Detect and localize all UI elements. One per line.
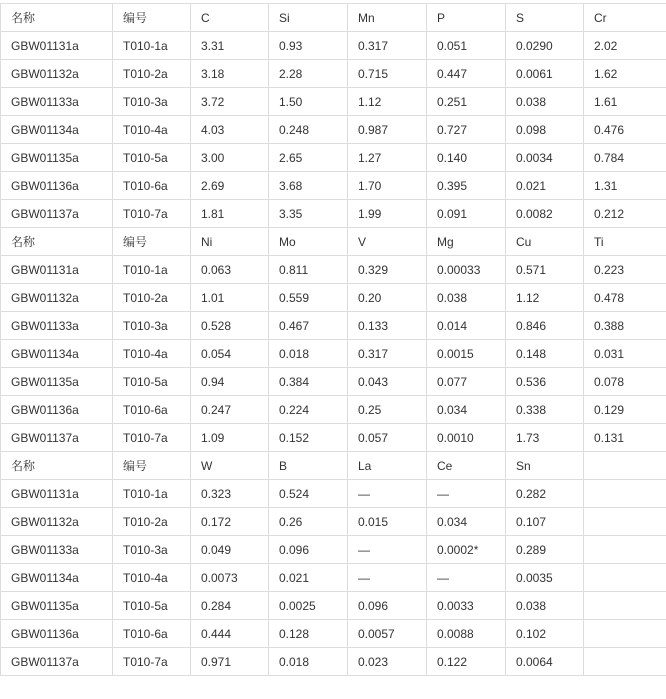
value-cell: 0.049 xyxy=(191,536,269,564)
value-cell: 0.247 xyxy=(191,396,269,424)
value-cell: 0.0088 xyxy=(427,620,506,648)
value-cell: 0.034 xyxy=(427,508,506,536)
table-row xyxy=(1,396,666,424)
sample-code-cell: T010-5a xyxy=(113,144,191,172)
value-cell: 3.18 xyxy=(191,60,269,88)
value-cell: 0.078 xyxy=(584,368,666,396)
value-cell: 0.096 xyxy=(269,536,348,564)
value-cell: 0.0015 xyxy=(427,340,506,368)
value-cell: 3.68 xyxy=(269,172,348,200)
header-cell: B xyxy=(269,452,348,480)
sample-code-cell: T010-4a xyxy=(113,564,191,592)
value-cell: 0.018 xyxy=(269,648,348,676)
value-cell: 3.72 xyxy=(191,88,269,116)
sample-name-cell: GBW01132a xyxy=(1,60,113,88)
value-cell: 0.212 xyxy=(584,200,666,228)
value-cell: 0.018 xyxy=(269,340,348,368)
value-cell: 0.94 xyxy=(191,368,269,396)
sample-code-cell: T010-4a xyxy=(113,340,191,368)
value-cell: 1.31 xyxy=(584,172,666,200)
value-cell: 1.12 xyxy=(348,88,427,116)
value-cell: 0.727 xyxy=(427,116,506,144)
table-row xyxy=(1,172,666,200)
value-cell: 2.28 xyxy=(269,60,348,88)
value-cell: 0.467 xyxy=(269,312,348,340)
value-cell: 0.0061 xyxy=(506,60,584,88)
sample-name-cell: GBW01135a xyxy=(1,592,113,620)
sample-code-cell: T010-6a xyxy=(113,620,191,648)
value-cell: — xyxy=(427,480,506,508)
value-cell: 1.61 xyxy=(584,88,666,116)
header-cell: S xyxy=(506,4,584,32)
sample-code-cell: T010-1a xyxy=(113,256,191,284)
value-cell: 0.284 xyxy=(191,592,269,620)
header-cell: Mn xyxy=(348,4,427,32)
sample-code-cell: T010-3a xyxy=(113,88,191,116)
value-cell: 0.096 xyxy=(348,592,427,620)
sample-code-cell: T010-7a xyxy=(113,648,191,676)
header-cell: 编号 xyxy=(113,452,191,480)
value-cell: 0.971 xyxy=(191,648,269,676)
value-cell: — xyxy=(348,564,427,592)
sample-name-cell: GBW01135a xyxy=(1,368,113,396)
table-row xyxy=(1,564,666,592)
value-cell: 2.65 xyxy=(269,144,348,172)
value-cell: 0.476 xyxy=(584,116,666,144)
value-cell: 0.0057 xyxy=(348,620,427,648)
value-cell: 0.559 xyxy=(269,284,348,312)
value-cell: 0.0034 xyxy=(506,144,584,172)
value-cell: 0.133 xyxy=(348,312,427,340)
sample-name-cell: GBW01137a xyxy=(1,648,113,676)
header-cell: Ce xyxy=(427,452,506,480)
value-cell: 0.395 xyxy=(427,172,506,200)
value-cell: — xyxy=(427,564,506,592)
sample-code-cell: T010-7a xyxy=(113,200,191,228)
value-cell: 0.098 xyxy=(506,116,584,144)
sample-name-cell: GBW01134a xyxy=(1,340,113,368)
value-cell xyxy=(584,564,666,592)
value-cell: — xyxy=(348,536,427,564)
sample-code-cell: T010-2a xyxy=(113,284,191,312)
value-cell: 0.063 xyxy=(191,256,269,284)
header-cell: Cr xyxy=(584,4,666,32)
sample-code-cell: T010-6a xyxy=(113,172,191,200)
table-row xyxy=(1,284,666,312)
value-cell: 0.077 xyxy=(427,368,506,396)
value-cell xyxy=(584,648,666,676)
value-cell: 0.329 xyxy=(348,256,427,284)
value-cell: 0.107 xyxy=(506,508,584,536)
value-cell: 0.282 xyxy=(506,480,584,508)
table-row xyxy=(1,340,666,368)
header-cell: Mo xyxy=(269,228,348,256)
value-cell: 0.317 xyxy=(348,340,427,368)
sample-name-cell: GBW01135a xyxy=(1,144,113,172)
table-row xyxy=(1,256,666,284)
value-cell: 1.27 xyxy=(348,144,427,172)
value-cell: 0.043 xyxy=(348,368,427,396)
value-cell: 1.50 xyxy=(269,88,348,116)
table-row xyxy=(1,424,666,452)
header-row xyxy=(1,4,666,32)
table-row xyxy=(1,144,666,172)
value-cell: 0.122 xyxy=(427,648,506,676)
table-row xyxy=(1,620,666,648)
header-cell: Sn xyxy=(506,452,584,480)
table-row xyxy=(1,32,666,60)
value-cell: 0.128 xyxy=(269,620,348,648)
value-cell: 0.021 xyxy=(269,564,348,592)
value-cell: 0.021 xyxy=(506,172,584,200)
value-cell: 0.388 xyxy=(584,312,666,340)
header-row xyxy=(1,228,666,256)
value-cell: 0.0064 xyxy=(506,648,584,676)
value-cell: 0.0082 xyxy=(506,200,584,228)
header-cell: 名称 xyxy=(1,228,113,256)
value-cell: 0.102 xyxy=(506,620,584,648)
value-cell: 0.524 xyxy=(269,480,348,508)
header-cell: 编号 xyxy=(113,228,191,256)
table-row xyxy=(1,536,666,564)
value-cell: 0.444 xyxy=(191,620,269,648)
value-cell: 0.031 xyxy=(584,340,666,368)
sample-name-cell: GBW01132a xyxy=(1,508,113,536)
sample-name-cell: GBW01133a xyxy=(1,536,113,564)
value-cell: 0.323 xyxy=(191,480,269,508)
composition-table xyxy=(0,3,666,676)
sample-name-cell: GBW01137a xyxy=(1,200,113,228)
value-cell: 2.69 xyxy=(191,172,269,200)
value-cell: 0.571 xyxy=(506,256,584,284)
header-cell: 名称 xyxy=(1,452,113,480)
value-cell: 1.12 xyxy=(506,284,584,312)
sample-name-cell: GBW01131a xyxy=(1,480,113,508)
value-cell: 0.536 xyxy=(506,368,584,396)
table-body xyxy=(1,4,666,676)
value-cell: 2.02 xyxy=(584,32,666,60)
table-row xyxy=(1,480,666,508)
value-cell: 3.00 xyxy=(191,144,269,172)
value-cell: 0.384 xyxy=(269,368,348,396)
value-cell: 0.038 xyxy=(506,592,584,620)
value-cell xyxy=(584,508,666,536)
value-cell: 0.131 xyxy=(584,424,666,452)
sample-code-cell: T010-7a xyxy=(113,424,191,452)
value-cell: 1.81 xyxy=(191,200,269,228)
value-cell: 0.251 xyxy=(427,88,506,116)
sample-name-cell: GBW01131a xyxy=(1,256,113,284)
value-cell: 0.93 xyxy=(269,32,348,60)
sample-name-cell: GBW01133a xyxy=(1,312,113,340)
value-cell: 0.038 xyxy=(506,88,584,116)
table-row xyxy=(1,60,666,88)
value-cell: 0.987 xyxy=(348,116,427,144)
value-cell: 0.447 xyxy=(427,60,506,88)
value-cell: 3.35 xyxy=(269,200,348,228)
sample-code-cell: T010-5a xyxy=(113,368,191,396)
sample-name-cell: GBW01132a xyxy=(1,284,113,312)
value-cell: 0.846 xyxy=(506,312,584,340)
value-cell: 0.038 xyxy=(427,284,506,312)
value-cell: 0.0002* xyxy=(427,536,506,564)
value-cell: 0.054 xyxy=(191,340,269,368)
header-cell: Cu xyxy=(506,228,584,256)
value-cell xyxy=(584,536,666,564)
value-cell: 0.248 xyxy=(269,116,348,144)
header-cell: Mg xyxy=(427,228,506,256)
value-cell: 0.715 xyxy=(348,60,427,88)
table-row xyxy=(1,592,666,620)
table-row xyxy=(1,116,666,144)
value-cell: 0.140 xyxy=(427,144,506,172)
value-cell: 1.73 xyxy=(506,424,584,452)
value-cell: 0.152 xyxy=(269,424,348,452)
value-cell: 0.0035 xyxy=(506,564,584,592)
table-row xyxy=(1,368,666,396)
header-cell: P xyxy=(427,4,506,32)
header-cell: 名称 xyxy=(1,4,113,32)
value-cell: — xyxy=(348,480,427,508)
value-cell: 0.129 xyxy=(584,396,666,424)
value-cell: 0.015 xyxy=(348,508,427,536)
table-row xyxy=(1,508,666,536)
header-cell: Si xyxy=(269,4,348,32)
value-cell: 0.051 xyxy=(427,32,506,60)
value-cell: 0.172 xyxy=(191,508,269,536)
value-cell: 3.31 xyxy=(191,32,269,60)
sample-code-cell: T010-3a xyxy=(113,536,191,564)
value-cell xyxy=(584,620,666,648)
value-cell: 0.0010 xyxy=(427,424,506,452)
header-row xyxy=(1,452,666,480)
value-cell: 0.317 xyxy=(348,32,427,60)
sample-code-cell: T010-3a xyxy=(113,312,191,340)
value-cell: 0.478 xyxy=(584,284,666,312)
value-cell: 0.057 xyxy=(348,424,427,452)
sample-name-cell: GBW01136a xyxy=(1,396,113,424)
value-cell: 0.20 xyxy=(348,284,427,312)
value-cell: 0.224 xyxy=(269,396,348,424)
table-row xyxy=(1,648,666,676)
value-cell: 0.0290 xyxy=(506,32,584,60)
value-cell: 1.99 xyxy=(348,200,427,228)
value-cell: 1.62 xyxy=(584,60,666,88)
sample-name-cell: GBW01133a xyxy=(1,88,113,116)
header-cell: 编号 xyxy=(113,4,191,32)
table-row xyxy=(1,88,666,116)
sample-name-cell: GBW01136a xyxy=(1,620,113,648)
sample-name-cell: GBW01137a xyxy=(1,424,113,452)
header-cell: V xyxy=(348,228,427,256)
value-cell: 0.034 xyxy=(427,396,506,424)
sample-code-cell: T010-4a xyxy=(113,116,191,144)
value-cell: 0.811 xyxy=(269,256,348,284)
table-row xyxy=(1,312,666,340)
value-cell: 0.25 xyxy=(348,396,427,424)
value-cell: 0.338 xyxy=(506,396,584,424)
sample-code-cell: T010-5a xyxy=(113,592,191,620)
value-cell: 0.528 xyxy=(191,312,269,340)
value-cell xyxy=(584,480,666,508)
value-cell: 0.091 xyxy=(427,200,506,228)
header-cell: C xyxy=(191,4,269,32)
value-cell: 1.01 xyxy=(191,284,269,312)
sample-name-cell: GBW01134a xyxy=(1,116,113,144)
value-cell: 0.0025 xyxy=(269,592,348,620)
table-row xyxy=(1,200,666,228)
value-cell: 0.014 xyxy=(427,312,506,340)
sample-name-cell: GBW01136a xyxy=(1,172,113,200)
value-cell: 1.70 xyxy=(348,172,427,200)
value-cell: 1.09 xyxy=(191,424,269,452)
value-cell: 0.00033 xyxy=(427,256,506,284)
sample-name-cell: GBW01134a xyxy=(1,564,113,592)
value-cell: 4.03 xyxy=(191,116,269,144)
header-cell: Ti xyxy=(584,228,666,256)
value-cell: 0.289 xyxy=(506,536,584,564)
header-cell: W xyxy=(191,452,269,480)
header-cell: Ni xyxy=(191,228,269,256)
sample-code-cell: T010-1a xyxy=(113,32,191,60)
value-cell: 0.223 xyxy=(584,256,666,284)
value-cell: 0.023 xyxy=(348,648,427,676)
value-cell: 0.148 xyxy=(506,340,584,368)
value-cell: 0.0033 xyxy=(427,592,506,620)
header-cell: La xyxy=(348,452,427,480)
value-cell: 0.0073 xyxy=(191,564,269,592)
sample-code-cell: T010-6a xyxy=(113,396,191,424)
sample-name-cell: GBW01131a xyxy=(1,32,113,60)
sample-code-cell: T010-2a xyxy=(113,508,191,536)
header-cell xyxy=(584,452,666,480)
value-cell: 0.26 xyxy=(269,508,348,536)
value-cell xyxy=(584,592,666,620)
sample-code-cell: T010-1a xyxy=(113,480,191,508)
sample-code-cell: T010-2a xyxy=(113,60,191,88)
value-cell: 0.784 xyxy=(584,144,666,172)
